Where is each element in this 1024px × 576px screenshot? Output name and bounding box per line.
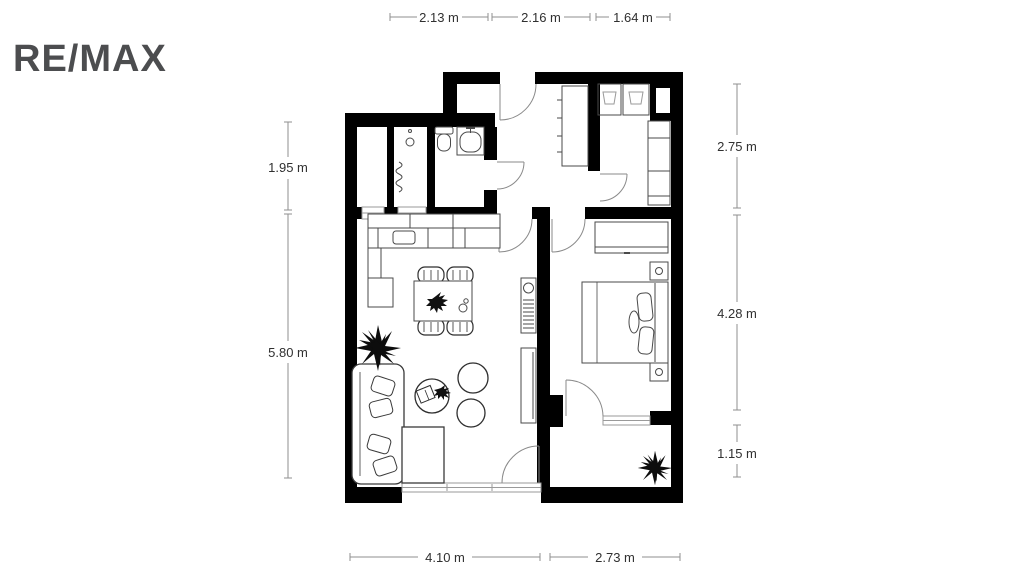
kitchen-side-counter: [368, 248, 381, 278]
sink-icon: [457, 127, 484, 155]
dim-bottom-2: 2.73 m: [595, 550, 635, 565]
utility-cabinet-column: [648, 121, 670, 205]
wall-hook-icon: [409, 130, 412, 133]
dim-right-1: 2.75 m: [717, 139, 757, 154]
dimension-labels: [268, 10, 757, 565]
plant-icon: [638, 451, 673, 486]
pillow: [638, 326, 655, 354]
washbasin-cabinet-1: [598, 84, 621, 115]
washbasin-cabinet-2: [623, 84, 649, 115]
pouf: [458, 363, 488, 393]
bedroom-balcony-door: [566, 380, 603, 416]
radiator-unit: [521, 278, 536, 333]
pouf: [457, 399, 485, 427]
kitchen-upper-cabinets: [368, 214, 500, 228]
kitchen-counter: [368, 228, 500, 248]
bedroom: [582, 222, 668, 381]
dim-right-2: 4.28 m: [717, 306, 757, 321]
dim-left-2: 5.80 m: [268, 345, 308, 360]
coffee-table: [415, 379, 451, 413]
dining-set: [414, 267, 473, 335]
dim-bottom-1: 4.10 m: [425, 550, 465, 565]
dim-top-3: 1.64 m: [613, 10, 653, 25]
tv-cabinet: [521, 348, 536, 423]
drain-icon: [406, 138, 414, 146]
wall-niche: [656, 88, 670, 113]
hall-bathroom-door: [497, 162, 524, 189]
kitchen-sink-icon: [393, 231, 415, 244]
bathroom: [396, 127, 484, 192]
washbasin-icon: [629, 92, 643, 104]
pillow: [637, 292, 654, 321]
towel-radiator-icon: [396, 162, 402, 192]
bedroom-wardrobe: [595, 222, 668, 253]
cushion: [629, 311, 639, 333]
remax-logo: RE/MAX: [13, 38, 167, 80]
dim-right-3: 1.15 m: [717, 446, 757, 461]
washbasin-icon: [603, 92, 616, 104]
dim-top-2: 2.16 m: [521, 10, 561, 25]
hall-wardrobe: [557, 86, 588, 166]
kitchen-base-cabinet: [368, 278, 393, 307]
dim-left-1: 1.95 m: [268, 160, 308, 175]
hall-utilityroom-door: [600, 174, 627, 201]
dim-top-1: 2.13 m: [419, 10, 459, 25]
entry-door: [500, 84, 536, 120]
livingroom-french-door: [502, 446, 539, 483]
hall-livingroom-door: [499, 219, 532, 252]
toilet-icon: [435, 127, 453, 151]
hall-bedroom-door: [552, 219, 585, 252]
